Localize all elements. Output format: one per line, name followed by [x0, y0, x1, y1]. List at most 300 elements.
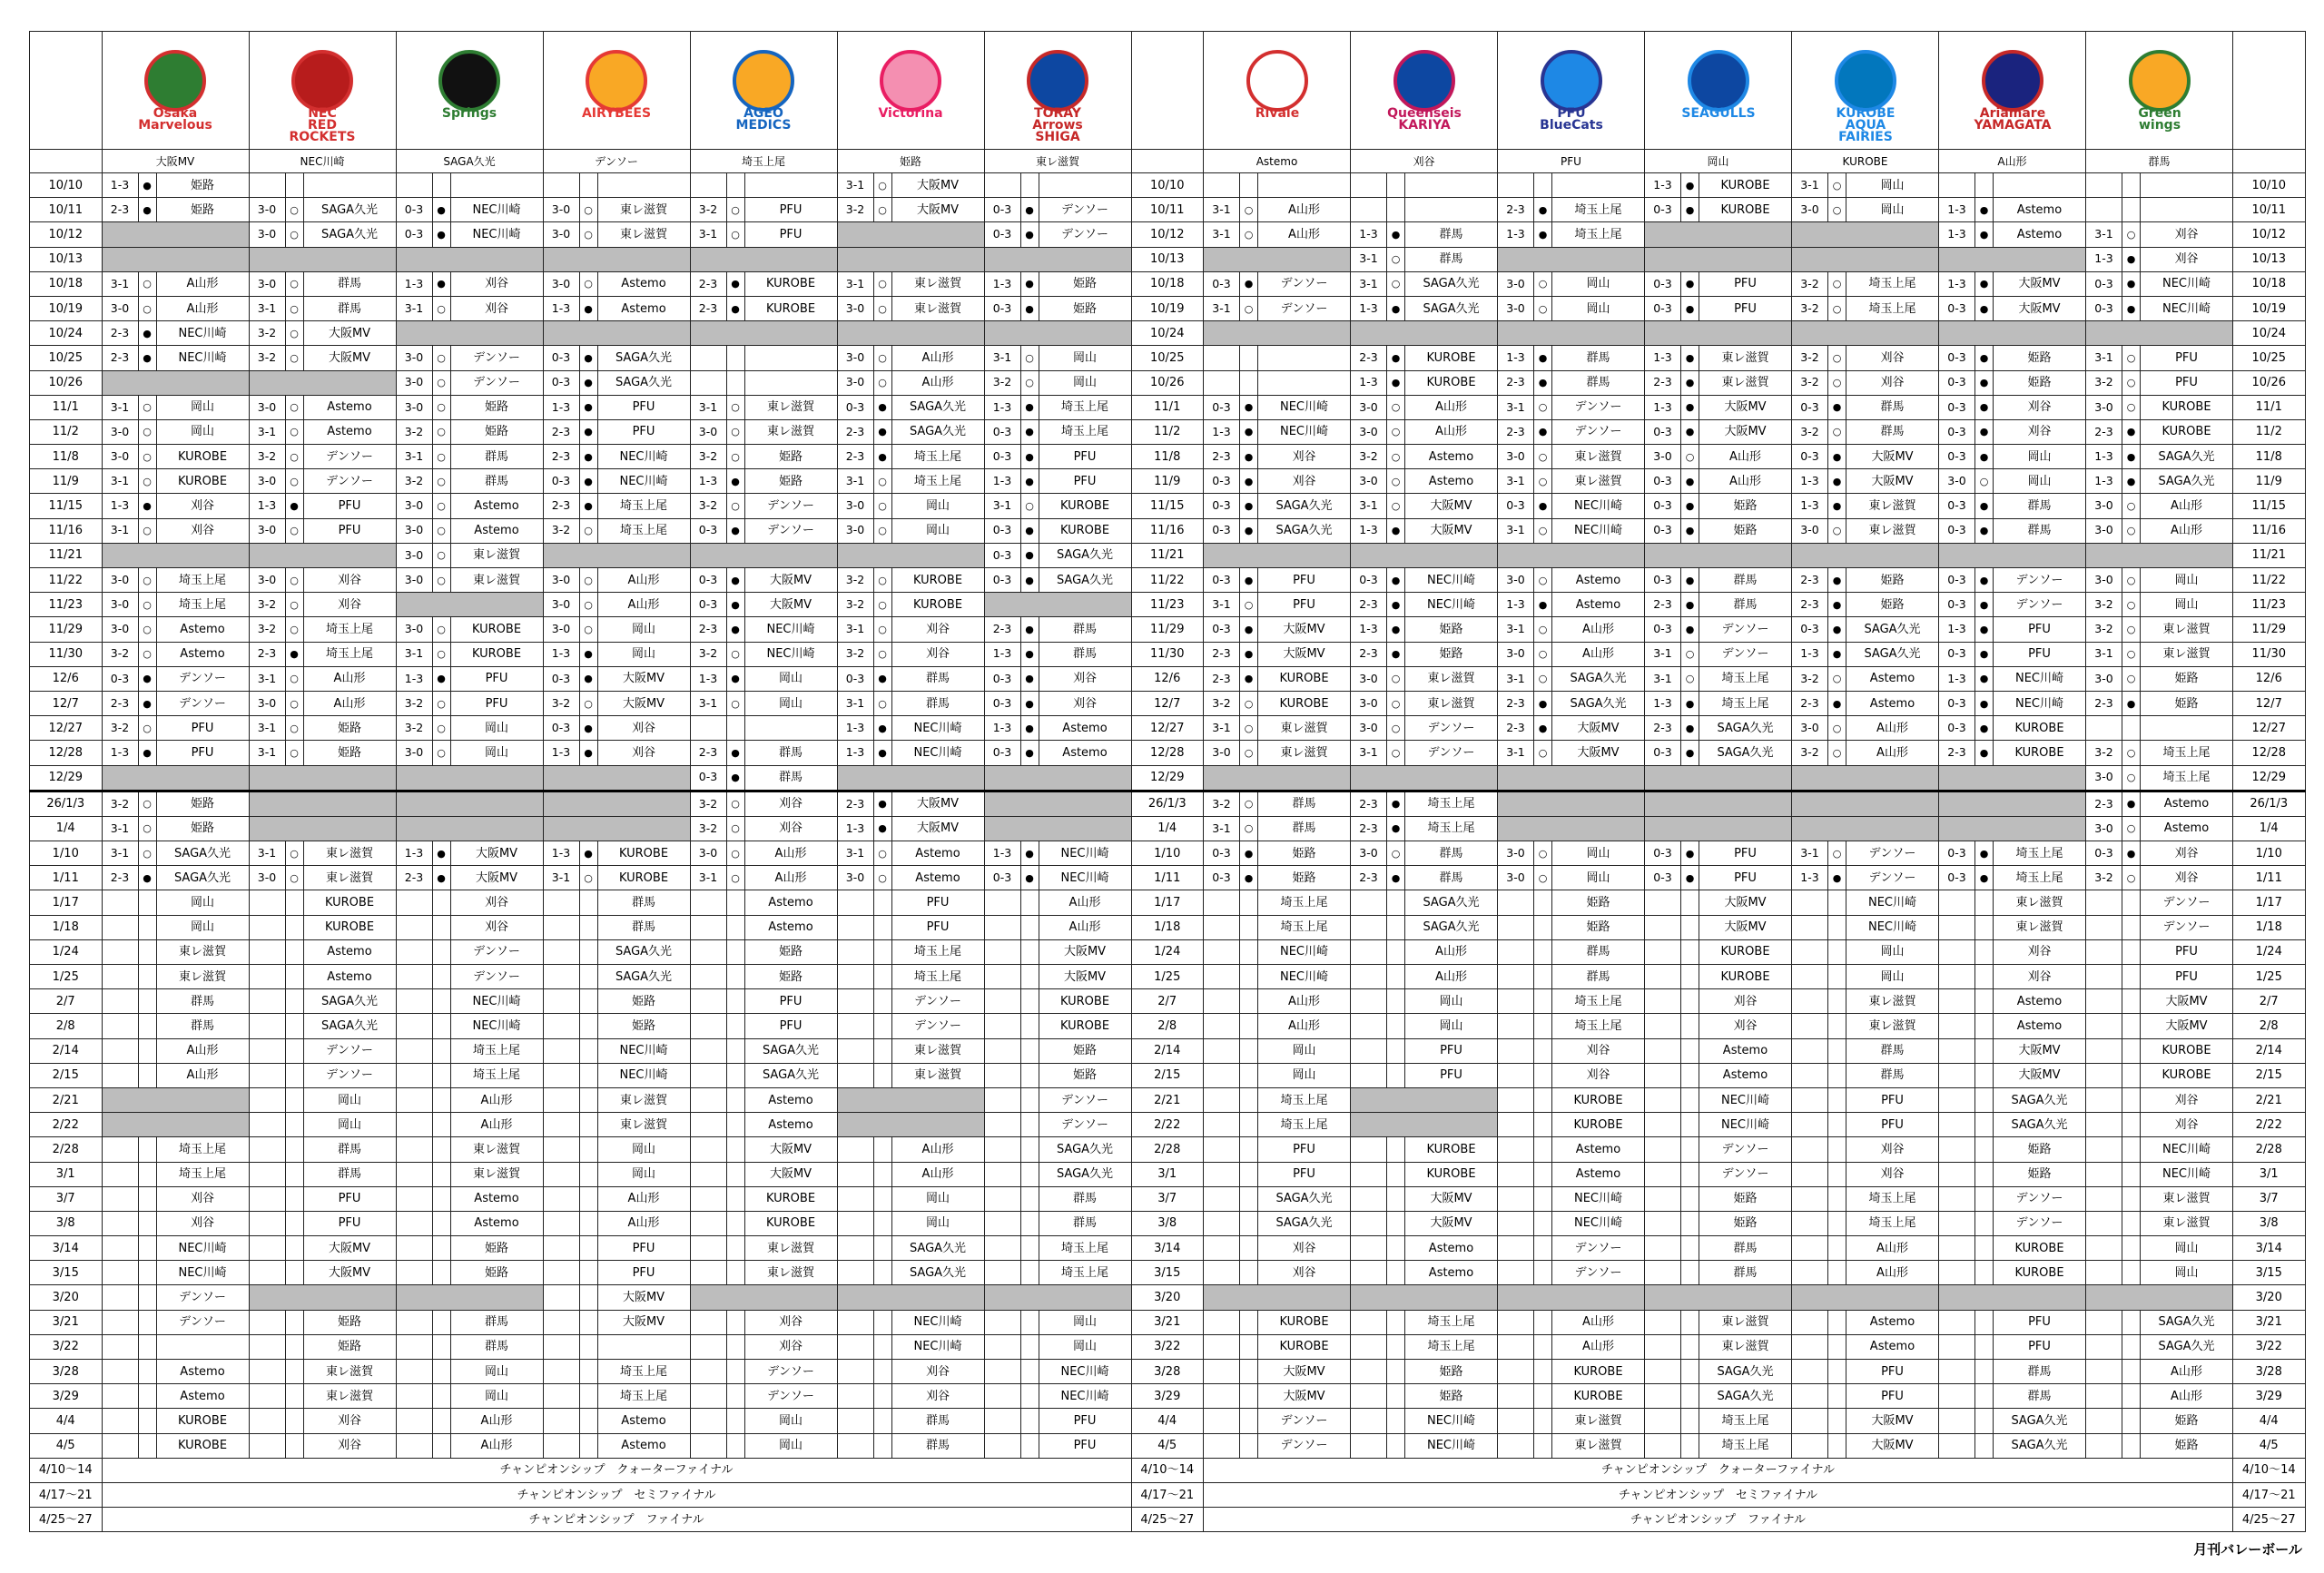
result-mark: ○ — [873, 370, 891, 395]
score-cell: 0-3 — [1645, 296, 1681, 320]
score-cell: 3-1 — [102, 841, 138, 866]
opponent-cell: PFU — [1039, 1409, 1131, 1433]
date-cell: 12/29 — [1131, 765, 1204, 791]
result-mark: ○ — [285, 518, 303, 543]
score-cell: 3-2 — [396, 716, 432, 741]
opponent-cell: 群馬 — [303, 1162, 396, 1186]
score-cell: 0-3 — [984, 691, 1020, 715]
score-cell — [837, 1137, 873, 1162]
no-match-cell — [1645, 1285, 1792, 1310]
date-cell: 4/25～27 — [2233, 1508, 2306, 1532]
result-mark — [1828, 1014, 1846, 1038]
result-mark: ○ — [2122, 494, 2141, 518]
score-cell — [1939, 989, 1975, 1014]
score-cell — [1204, 1360, 1240, 1384]
score-cell — [837, 1063, 873, 1087]
date-cell: 2/21 — [1131, 1087, 1204, 1112]
date-cell: 3/28 — [30, 1360, 103, 1384]
result-mark — [2122, 1038, 2141, 1063]
opponent-cell: KUROBE — [450, 642, 543, 666]
opponent-cell: NEC川崎 — [1699, 1087, 1792, 1112]
score-cell — [1645, 1433, 1681, 1458]
result-mark: ○ — [2122, 346, 2141, 370]
score-cell — [1645, 1038, 1681, 1063]
result-mark — [1681, 1087, 1699, 1112]
result-mark — [579, 173, 597, 198]
team-logo-image — [1792, 32, 1938, 149]
score-cell — [1204, 939, 1240, 964]
score-cell: 3-1 — [249, 741, 285, 765]
result-mark — [285, 939, 303, 964]
opponent-cell — [156, 1334, 249, 1359]
score-cell — [837, 1433, 873, 1458]
date-cell: 10/11 — [1131, 198, 1204, 222]
score-cell: 3-1 — [837, 469, 873, 494]
score-cell — [1498, 1261, 1534, 1285]
no-match-cell — [1792, 247, 1939, 271]
opponent-cell: 群馬 — [1994, 494, 2086, 518]
result-mark — [138, 915, 156, 939]
opponent-cell: PFU — [1699, 866, 1792, 890]
opponent-cell: 姫路 — [2141, 1409, 2233, 1433]
score-cell — [396, 1038, 432, 1063]
score-cell — [1792, 1261, 1828, 1285]
result-mark: ● — [1975, 419, 1994, 444]
date-cell: 4/25～27 — [1131, 1508, 1204, 1532]
result-mark — [579, 1360, 597, 1384]
date-cell: 11/21 — [2233, 543, 2306, 567]
opponent-cell: デンソー — [744, 1384, 837, 1409]
opponent-cell — [1994, 173, 2086, 198]
opponent-cell: 埼玉上尾 — [1994, 841, 2086, 866]
opponent-cell: 岡山 — [1039, 346, 1131, 370]
opponent-cell: A山形 — [1846, 1236, 1939, 1261]
result-mark: ● — [1975, 445, 1994, 469]
opponent-cell: A山形 — [156, 1038, 249, 1063]
result-mark — [1020, 1360, 1039, 1384]
score-cell — [1204, 173, 1240, 198]
result-mark: ● — [873, 419, 891, 444]
result-mark: ○ — [579, 271, 597, 296]
no-match-cell — [1498, 321, 1645, 346]
result-mark — [726, 965, 744, 989]
result-mark — [432, 1137, 450, 1162]
opponent-cell: KUROBE — [891, 593, 984, 617]
result-mark: ● — [1681, 296, 1699, 320]
score-cell — [690, 1261, 726, 1285]
date-cell: 4/17～21 — [2233, 1482, 2306, 1507]
score-cell: 0-3 — [1645, 419, 1681, 444]
score-cell: 2-3 — [1351, 346, 1387, 370]
score-cell — [837, 1334, 873, 1359]
score-cell — [690, 1360, 726, 1384]
opponent-cell: 群馬 — [1552, 370, 1645, 395]
result-mark — [726, 1113, 744, 1137]
opponent-cell: A山形 — [597, 593, 690, 617]
score-cell — [102, 1285, 138, 1310]
result-mark: ○ — [1534, 445, 1552, 469]
opponent-cell: 大阪MV — [891, 816, 984, 841]
opponent-cell: 刈谷 — [450, 271, 543, 296]
score-cell: 1-3 — [2086, 445, 2122, 469]
schedule-row — [30, 370, 2306, 395]
score-cell: 3-1 — [1498, 741, 1534, 765]
score-cell — [102, 890, 138, 915]
score-cell: 0-3 — [837, 666, 873, 691]
opponent-cell: 姫路 — [1846, 568, 1939, 593]
score-cell: 3-0 — [102, 593, 138, 617]
result-mark — [138, 1014, 156, 1038]
no-match-cell — [1645, 247, 1792, 271]
opponent-cell: SAGA久光 — [1846, 642, 1939, 666]
opponent-cell: Astemo — [303, 965, 396, 989]
score-cell: 0-3 — [690, 765, 726, 791]
date-cell: 11/23 — [30, 593, 103, 617]
score-cell: 0-3 — [1939, 370, 1975, 395]
result-mark — [1975, 1433, 1994, 1458]
opponent-cell: 刈谷 — [156, 518, 249, 543]
opponent-cell: 群馬 — [1699, 1236, 1792, 1261]
result-mark — [1681, 1113, 1699, 1137]
score-cell: 3-1 — [1204, 222, 1240, 247]
team-logo — [1645, 32, 1792, 150]
team-name: NEC川崎 — [249, 150, 396, 173]
opponent-cell: KUROBE — [1994, 1236, 2086, 1261]
score-cell — [984, 915, 1020, 939]
date-cell: 3/20 — [30, 1285, 103, 1310]
opponent-cell — [303, 173, 396, 198]
opponent-cell: Astemo — [1994, 222, 2086, 247]
result-mark: ○ — [138, 296, 156, 320]
score-cell: 2-3 — [1351, 642, 1387, 666]
score-cell: 3-2 — [690, 791, 726, 816]
result-mark: ● — [138, 321, 156, 346]
date-cell: 10/24 — [1131, 321, 1204, 346]
score-cell: 0-3 — [396, 198, 432, 222]
score-cell: 3-1 — [1498, 617, 1534, 642]
opponent-cell: NEC川崎 — [2141, 1137, 2233, 1162]
opponent-cell: 大阪MV — [1039, 965, 1131, 989]
result-mark: ○ — [873, 518, 891, 543]
score-cell — [543, 1433, 579, 1458]
result-mark — [726, 1211, 744, 1235]
opponent-cell: 姫路 — [156, 816, 249, 841]
result-mark — [1975, 1087, 1994, 1112]
score-cell: 3-0 — [543, 271, 579, 296]
opponent-cell: 岡山 — [1405, 989, 1498, 1014]
opponent-cell: KUROBE — [1552, 1384, 1645, 1409]
opponent-cell: 埼玉上尾 — [597, 494, 690, 518]
championship-label: チャンピオンシップ ファイナル — [102, 1508, 1131, 1532]
score-cell — [249, 1186, 285, 1211]
date-cell: 2/8 — [2233, 1014, 2306, 1038]
result-mark: ○ — [1240, 691, 1258, 715]
no-match-cell — [102, 543, 249, 567]
result-mark — [1020, 1014, 1039, 1038]
opponent-cell: 埼玉上尾 — [1846, 296, 1939, 320]
result-mark: ● — [1240, 518, 1258, 543]
opponent-cell: NEC川崎 — [1552, 494, 1645, 518]
result-mark: ● — [726, 666, 744, 691]
result-mark: ● — [1681, 741, 1699, 765]
opponent-cell: KUROBE — [1994, 716, 2086, 741]
score-cell — [1645, 1261, 1681, 1285]
result-mark — [1828, 1137, 1846, 1162]
opponent-cell: A山形 — [1552, 1334, 1645, 1359]
result-mark — [1020, 1384, 1039, 1409]
opponent-cell: A山形 — [2141, 518, 2233, 543]
score-cell — [543, 915, 579, 939]
opponent-cell: PFU — [1994, 1334, 2086, 1359]
opponent-cell: 埼玉上尾 — [156, 1162, 249, 1186]
result-mark — [285, 1360, 303, 1384]
opponent-cell: 姫路 — [156, 198, 249, 222]
score-cell — [1498, 1014, 1534, 1038]
opponent-cell: Astemo — [1699, 1063, 1792, 1087]
score-cell — [1351, 198, 1387, 222]
score-cell — [690, 1334, 726, 1359]
date-cell: 10/18 — [2233, 271, 2306, 296]
score-cell: 0-3 — [984, 198, 1020, 222]
opponent-cell: デンソー — [303, 445, 396, 469]
result-mark: ○ — [432, 691, 450, 715]
svg-text:NEC: NEC — [308, 105, 337, 121]
score-cell: 1-3 — [543, 296, 579, 320]
opponent-cell: 刈谷 — [1039, 691, 1131, 715]
result-mark — [1240, 1261, 1258, 1285]
score-cell — [1645, 1014, 1681, 1038]
schedule-row — [30, 791, 2306, 816]
score-cell: 0-3 — [1645, 841, 1681, 866]
score-cell — [396, 1384, 432, 1409]
schedule-row — [30, 1310, 2306, 1334]
svg-text:MEDICS: MEDICS — [735, 117, 792, 133]
opponent-cell: KUROBE — [1039, 518, 1131, 543]
result-mark — [873, 1063, 891, 1087]
no-match-cell — [396, 791, 543, 816]
result-mark: ● — [726, 593, 744, 617]
score-cell — [837, 939, 873, 964]
score-cell — [396, 890, 432, 915]
result-mark: ○ — [432, 296, 450, 320]
opponent-cell: 埼玉上尾 — [1552, 1014, 1645, 1038]
no-match-cell — [1939, 816, 2086, 841]
result-mark — [873, 939, 891, 964]
score-cell: 0-3 — [1939, 716, 1975, 741]
score-cell — [1204, 965, 1240, 989]
result-mark: ○ — [2122, 741, 2141, 765]
result-mark: ○ — [1828, 346, 1846, 370]
date-cell: 3/29 — [30, 1384, 103, 1409]
date-cell: 11/16 — [30, 518, 103, 543]
score-cell: 3-0 — [837, 370, 873, 395]
score-cell — [249, 1063, 285, 1087]
result-mark — [1020, 1334, 1039, 1359]
score-cell — [1204, 1087, 1240, 1112]
score-cell — [1792, 1360, 1828, 1384]
result-mark — [1681, 1409, 1699, 1433]
date-cell: 2/15 — [1131, 1063, 1204, 1087]
date-cell: 11/21 — [30, 543, 103, 567]
score-cell: 0-3 — [984, 741, 1020, 765]
score-cell — [984, 1384, 1020, 1409]
score-cell — [543, 1409, 579, 1433]
no-match-cell — [1498, 543, 1645, 567]
result-mark: ○ — [432, 741, 450, 765]
opponent-cell: 大阪MV — [1405, 518, 1498, 543]
score-cell: 0-3 — [984, 518, 1020, 543]
opponent-cell: 姫路 — [1405, 642, 1498, 666]
no-match-cell — [1939, 543, 2086, 567]
score-cell: 2-3 — [1939, 741, 1975, 765]
score-cell — [1204, 1433, 1240, 1458]
opponent-cell: 刈谷 — [744, 1310, 837, 1334]
result-mark: ○ — [726, 445, 744, 469]
score-cell — [984, 1433, 1020, 1458]
date-cell: 1/10 — [2233, 841, 2306, 866]
date-cell: 11/2 — [2233, 419, 2306, 444]
score-cell — [1792, 939, 1828, 964]
score-cell: 3-0 — [2086, 765, 2122, 791]
score-cell — [1792, 1211, 1828, 1235]
score-cell — [1939, 1261, 1975, 1285]
date-cell: 10/25 — [1131, 346, 1204, 370]
opponent-cell: デンソー — [450, 965, 543, 989]
result-mark: ○ — [1240, 296, 1258, 320]
opponent-cell: 大阪MV — [303, 321, 396, 346]
result-mark — [138, 1334, 156, 1359]
score-cell: 0-3 — [1645, 568, 1681, 593]
score-cell: 3-2 — [690, 198, 726, 222]
score-cell: 3-0 — [1498, 866, 1534, 890]
svg-text:Springs: Springs — [441, 105, 497, 121]
score-cell — [1498, 1433, 1534, 1458]
opponent-cell: 東レ滋賀 — [1699, 346, 1792, 370]
opponent-cell: KUROBE — [156, 1409, 249, 1433]
score-cell: 0-3 — [984, 222, 1020, 247]
opponent-cell: 大阪MV — [1699, 395, 1792, 419]
opponent-cell: デンソー — [1994, 593, 2086, 617]
result-mark — [579, 1063, 597, 1087]
result-mark: ● — [1240, 271, 1258, 296]
championship-label: チャンピオンシップ セミファイナル — [102, 1482, 1131, 1507]
opponent-cell: 大阪MV — [2141, 989, 2233, 1014]
opponent-cell: 岡山 — [303, 1113, 396, 1137]
opponent-cell: PFU — [891, 915, 984, 939]
result-mark: ○ — [726, 222, 744, 247]
result-mark — [1020, 1137, 1039, 1162]
result-mark: ● — [1020, 518, 1039, 543]
date-cell: 2/22 — [30, 1113, 103, 1137]
score-cell: 1-3 — [1498, 346, 1534, 370]
result-mark — [1387, 1236, 1405, 1261]
score-cell — [1645, 1162, 1681, 1186]
team-logo — [2086, 32, 2233, 150]
svg-text:ROCKETS: ROCKETS — [289, 129, 356, 141]
score-cell: 1-3 — [984, 716, 1020, 741]
score-cell — [249, 1211, 285, 1235]
result-mark — [579, 965, 597, 989]
score-cell: 2-3 — [102, 691, 138, 715]
opponent-cell: PFU — [303, 494, 396, 518]
score-cell: 0-3 — [1645, 617, 1681, 642]
championship-label: チャンピオンシップ クォーターファイナル — [1204, 1458, 2233, 1482]
result-mark — [1020, 1236, 1039, 1261]
score-cell: 3-2 — [249, 617, 285, 642]
result-mark — [432, 1063, 450, 1087]
opponent-cell: SAGA久光 — [1994, 1087, 2086, 1112]
date-cell: 11/16 — [1131, 518, 1204, 543]
score-cell — [543, 1360, 579, 1384]
schedule-row — [30, 1113, 2306, 1137]
score-cell — [690, 346, 726, 370]
score-cell — [1939, 1014, 1975, 1038]
result-mark: ● — [1020, 445, 1039, 469]
result-mark: ● — [1828, 617, 1846, 642]
score-cell: 3-0 — [543, 593, 579, 617]
score-cell — [102, 1186, 138, 1211]
opponent-cell: A山形 — [156, 1063, 249, 1087]
opponent-cell: デンソー — [450, 370, 543, 395]
score-cell — [837, 1186, 873, 1211]
score-cell — [1645, 1186, 1681, 1211]
opponent-cell: 岡山 — [891, 518, 984, 543]
score-cell: 2-3 — [2086, 691, 2122, 715]
no-match-cell — [1645, 765, 1792, 791]
score-cell — [1792, 1409, 1828, 1433]
score-cell — [1351, 1236, 1387, 1261]
opponent-cell: Astemo — [597, 271, 690, 296]
result-mark — [2122, 1409, 2141, 1433]
score-cell: 0-3 — [1204, 494, 1240, 518]
result-mark: ● — [432, 198, 450, 222]
score-cell — [1939, 173, 1975, 198]
result-mark: ○ — [285, 395, 303, 419]
score-cell: 3-2 — [102, 716, 138, 741]
result-mark — [1828, 1360, 1846, 1384]
team-name: 刈谷 — [1351, 150, 1498, 173]
date-cell: 10/13 — [2233, 247, 2306, 271]
opponent-cell: 刈谷 — [1699, 989, 1792, 1014]
score-cell: 0-3 — [1645, 741, 1681, 765]
score-cell: 1-3 — [249, 494, 285, 518]
result-mark: ● — [1975, 518, 1994, 543]
opponent-cell — [1258, 346, 1351, 370]
score-cell: 1-3 — [690, 666, 726, 691]
result-mark: ○ — [726, 198, 744, 222]
score-cell — [543, 1087, 579, 1112]
score-cell — [1939, 1063, 1975, 1087]
result-mark: ○ — [873, 593, 891, 617]
result-mark — [1975, 173, 1994, 198]
score-cell — [396, 1211, 432, 1235]
score-cell: 3-0 — [1498, 642, 1534, 666]
result-mark: ○ — [1240, 222, 1258, 247]
result-mark — [1387, 965, 1405, 989]
result-mark: ● — [432, 666, 450, 691]
score-cell: 1-3 — [1792, 642, 1828, 666]
opponent-cell: SAGA久光 — [156, 866, 249, 890]
score-cell — [2086, 939, 2122, 964]
date-cell: 11/22 — [2233, 568, 2306, 593]
score-cell: 3-1 — [102, 816, 138, 841]
opponent-cell: Astemo — [1552, 593, 1645, 617]
opponent-cell: SAGA久光 — [1699, 1384, 1792, 1409]
team-logo-image — [103, 32, 249, 149]
schedule-row — [30, 617, 2306, 642]
score-cell: 3-2 — [543, 691, 579, 715]
result-mark — [1020, 1087, 1039, 1112]
